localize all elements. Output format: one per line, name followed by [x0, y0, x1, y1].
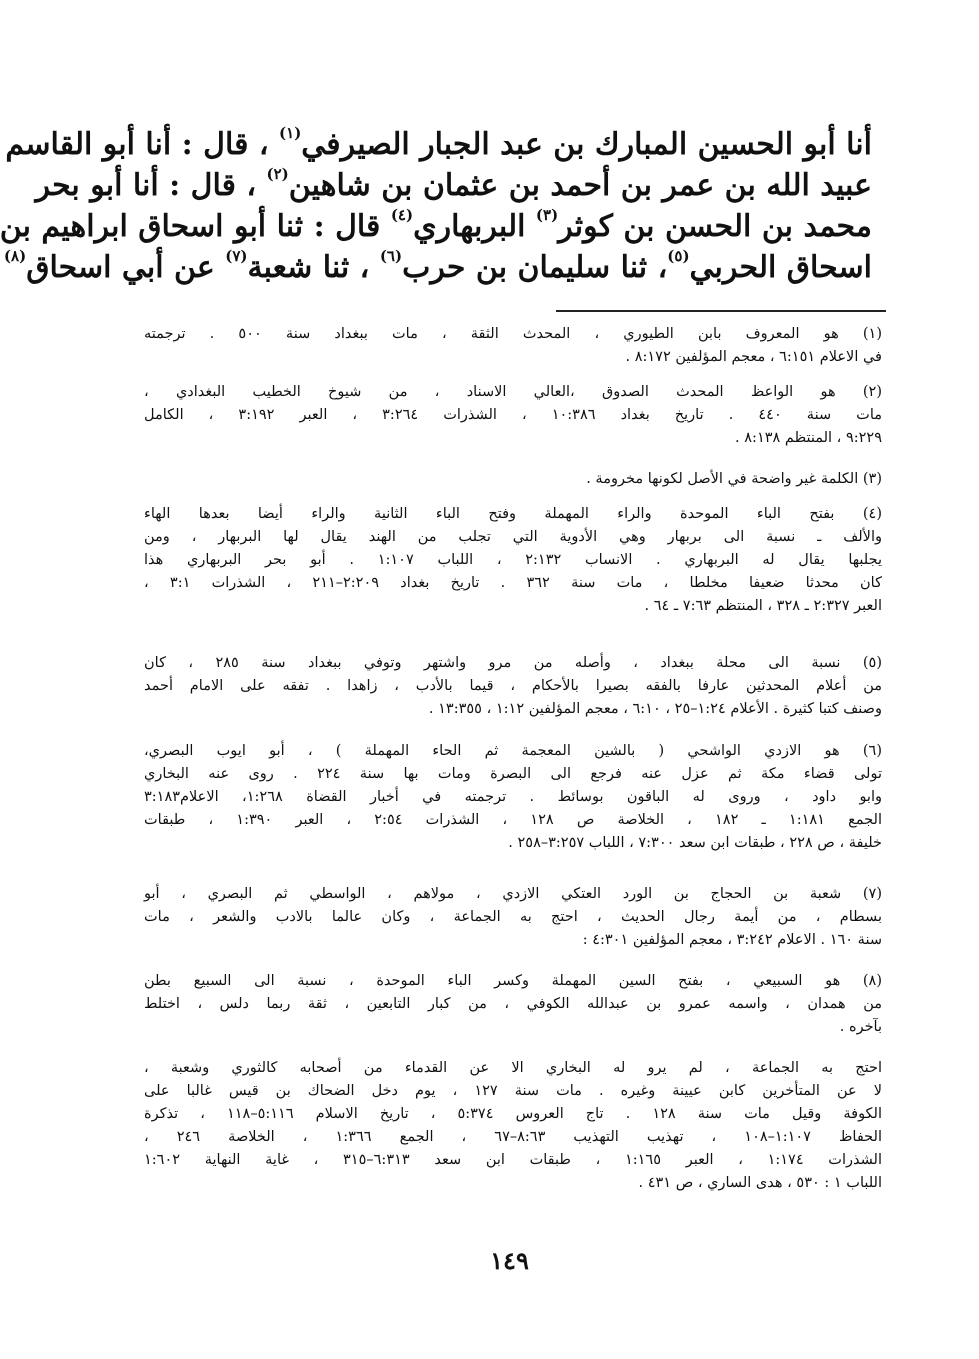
footnote-ref: (٢) [266, 165, 289, 183]
footnote-line: اللباب ١ : ٥٣٠ ، هدى الساري ، ص ٤٣١ . [638, 1175, 882, 1191]
footnote-line: الجمع ١:١٨١ ـ ١٨٢ ، الخلاصة ص ١٢٨ ، الشذرات ٢:٥٤ ، العبر ١:٣٩٠ ، طبقات [144, 812, 883, 828]
footnote-3 [144, 468, 882, 491]
footnote-ref: (٥) [667, 247, 690, 265]
text-run: ، ثنا شعبة [247, 250, 380, 285]
footnote-line: لا عن المتأخرين كابن عيينة وغيره . مات سنة ١٢٧ ، يوم دخل الضحاك بن قيس غالبا على [144, 1083, 882, 1099]
footnote-ref: (٧) [225, 247, 248, 265]
footnote-line: كان محدثا ضعيفا مخلطا ، مات سنة ٣٦٢ . تاريخ بغداد ٢:٢٠٩–٢١١ ، الشذرات ٣:١ ، [144, 575, 882, 591]
footnote-2 [144, 381, 882, 450]
footnote-line: (٧) شعبة بن الحجاج بن الورد العتكي الازدي ، مولاهم ، الواسطي ثم البصري ، أبو [144, 886, 882, 902]
text-run: اسحاق الحربي [689, 250, 872, 285]
footnote-line: ٩:٢٢٩ ، المنتظم ٨:١٣٨ . [735, 430, 882, 446]
footnote-7 [144, 883, 882, 952]
text-run: البربهاري [413, 209, 536, 244]
footnote-line: يجلبها يقال له البربهاري . الانساب ٢:١٣٢ ، اللباب ١:١٠٧ . أبو بحر البربهاري هذا [144, 552, 882, 568]
footnote-line: الكوفة وقيل مات سنة ١٢٨ . تاج العروس ٥:٣٧٤ ، تاريخ الاسلام ٥:١١٦–١١٨ ، تذكرة [144, 1106, 883, 1122]
text-run: عبيد الله بن عمر بن أحمد بن عثمان بن شاهين [288, 168, 872, 203]
footnote-line: (٣) الكلمة غير واضحة في الأصل لكونها مخرومة . [586, 471, 882, 487]
footnote-line: الشذرات ١:١٧٤ ، العبر ١:١٦٥ ، طبقات ابن سعد ٦:٣١٣–٣١٥ ، غاية النهاية ١:٦٠٢ [144, 1152, 882, 1168]
footnote-line: من أعلام المحدثين عارفا بالفقه بصيرا بالأحكام ، قيما بالأدب ، زاهدا . تفقه على الامام أحمد [144, 678, 882, 694]
footnote-ref: (٦) [379, 247, 403, 265]
footnote-line: مات سنة ٤٤٠ . تاريخ بغداد ١٠:٣٨٦ ، الشذرات ٣:٢٦٤ ، العبر ٣:١٩٢ ، الكامل [144, 407, 882, 423]
footnote-line: خليفة ، ص ٢٢٨ ، طبقات ابن سعد ٧:٣٠٠ ، اللباب ٣:٢٥٧–٢٥٨ . [508, 835, 882, 851]
footnote-line: من همدان ، واسمه عمرو بن عبدالله الكوفي ، من كبار التابعين ، ثقة ربما دلس ، اختلط [144, 996, 882, 1012]
text-run: أنا أبو الحسين المبارك بن عبد الجبار الصيرفي [301, 127, 872, 162]
text-run: ، ثنا سليمان بن حرب [402, 250, 668, 285]
footnote-ref: (٨) [3, 247, 27, 265]
main-line [0, 206, 872, 247]
footnote-separator [556, 310, 886, 312]
footnote-ref: (٣) [535, 206, 559, 224]
footnote-8 [144, 970, 882, 1039]
main-line [5, 124, 872, 165]
page-number: ١٤٩ [490, 1246, 529, 1275]
footnote-4 [144, 503, 882, 618]
footnote-ref: (١) [279, 124, 302, 142]
footnote-line: في الاعلام ٦:١٥١ ، معجم المؤلفين ٨:١٧٢ . [625, 349, 882, 365]
footnote-line: (٥) نسبة الى محلة ببغداد ، وأصله من مرو واشتهر وتوفي ببغداد سنة ٢٨٥ ، كان [144, 655, 882, 671]
footnote-line: (٦) هو الازدي الواشحي ( بالشين المعجمة ثم الحاء المهملة ) ، أبو ايوب البصري، [144, 743, 882, 759]
footnote-6 [144, 740, 882, 855]
main-text [0, 124, 872, 288]
footnote-5 [144, 652, 882, 721]
footnote-line: بآخره . [839, 1019, 882, 1035]
footnote-line: تولى قضاء مكة ثم عزل عنه فرجع الى البصرة ومات بها سنة ٢٢٤ . روى عنه البخاري [144, 766, 882, 782]
text-run: محمد بن الحسن بن كوثر [558, 209, 872, 244]
footnote-line: سنة ١٦٠ . الاعلام ٣:٢٤٢ ، معجم المؤلفين ٤:٣٠١ : [582, 932, 882, 948]
main-line [3, 247, 872, 288]
text-run: ، قال : أنا أبو القاسم [5, 127, 280, 162]
text-run: قال : ثنا أبو اسحاق ابراهيم بن [0, 209, 391, 244]
footnote-line: احتج به الجماعة ، لم يرو له البخاري الا عن القدماء من أصحابه كالثوري وشعبة ، [144, 1060, 882, 1076]
text-run: عن أبي اسحاق [26, 250, 226, 285]
text-run: ، قال : أنا أبو بحر [35, 168, 267, 203]
footnote-line: (١) هو المعروف بابن الطيوري ، المحدث الثقة ، مات ببغداد سنة ٥٠٠ . ترجمته [144, 326, 882, 342]
footnote-line: العبر ٢:٣٢٧ ـ ٣٢٨ ، المنتظم ٧:٦٣ ـ ٦٤ . [644, 598, 882, 614]
footnote-ref: (٤) [390, 206, 414, 224]
footnote-line: وابو داود ، وروى له الباقون بوسائط . ترجمته في أخبار القضاة ١:٢٦٨، الاعلام٣:١٨٣ [144, 789, 883, 805]
footnote-line: وصنف كتبا كثيرة . الأعلام ١:٢٤–٢٥ ، ٦:١٠ ، معجم المؤلفين ١:١٢ ، ١٣:٣٥٥ . [428, 701, 882, 717]
footnote-line: الحفاظ ١:١٠٧–١٠٨ ، تهذيب التهذيب ٨:٦٣–٦٧ ، الجمع ١:٣٦٦ ، الخلاصة ٢٤٦ ، [144, 1129, 882, 1145]
footnote-line: (٢) هو الواعظ المحدث الصدوق ،العالي الاسناد ، من شيوخ الخطيب البغدادي ، [144, 384, 882, 400]
main-line [35, 165, 872, 206]
footnote-8-continued [144, 1057, 882, 1195]
footnote-1 [144, 323, 882, 369]
footnote-line: (٤) بفتح الباء الموحدة والراء المهملة وفتح الباء الثانية والراء أيضا بعدها الهاء [144, 506, 882, 522]
footnote-line: بسطام ، من أيمة رجال الحديث ، احتج به الجماعة ، وكان عالما بالادب والشعر ، مات [144, 909, 882, 925]
footnote-line: والألف ـ نسبة الى بربهار وهي الأدوية التي تجلب من الهند يقال لها البربهار ، ومن [144, 529, 882, 545]
footnote-line: (٨) هو السبيعي ، بفتح السين المهملة وكسر الباء الموحدة ، نسبة الى السبيع بطن [144, 973, 882, 989]
